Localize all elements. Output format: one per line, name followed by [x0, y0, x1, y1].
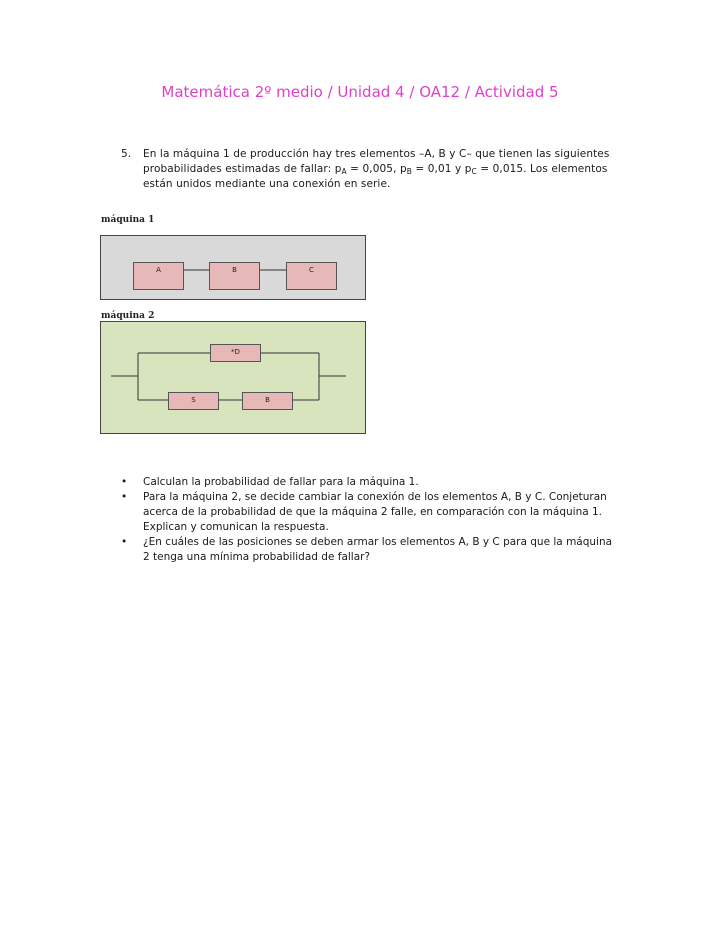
machine-1-element-a: A: [133, 262, 184, 290]
machine-1-label: máquina 1: [101, 215, 155, 225]
machine-2-label: máquina 2: [101, 311, 155, 321]
problem-intro: En la máquina 1 de producción hay tres elementos –A, B y C– que tienen las siguientes probabilidades estimadas de fallar:: [143, 148, 610, 175]
problem-outro: Los elementos están unidos mediante una conexión en serie.: [143, 163, 608, 190]
machine-2-wires: [101, 322, 365, 433]
list-item: [121, 475, 621, 490]
page-title: Matemática 2º medio / Unidad 4 / OA12 / Actividad 5: [161, 83, 559, 101]
p-symbol-c: p: [464, 163, 472, 175]
machine-1-element-c: C: [286, 262, 337, 290]
machine-2-bottom-right-element: B: [242, 392, 293, 410]
p-symbol-b: p: [399, 163, 407, 175]
pa-subscript: A: [341, 167, 347, 176]
bullet-icon: •: [121, 476, 128, 488]
question-text: ¿En cuáles de las posiciones se deben armar los elementos A, B y C para que la máquina 2 tenga una mínima probabilidad de fallar?: [143, 536, 613, 563]
question-list: [121, 475, 621, 565]
machine-1-diagram: [100, 235, 366, 300]
machine-1-element-b: B: [209, 262, 260, 290]
machine-2-diagram: [100, 321, 366, 434]
question-text: Para la máquina 2, se decide cambiar la conexión de los elementos A, B y C. Conjeturan acerca de la probabilidad de que la máquina 2 falle, en comparación con la máquina 1. Explican y comunican la respuesta.: [143, 491, 607, 533]
machine-2-bottom-left-element: S: [168, 392, 219, 410]
pb-subscript: B: [406, 167, 412, 176]
list-item: [121, 535, 621, 565]
bullet-icon: •: [121, 536, 128, 548]
question-text: Calculan la probabilidad de fallar para la máquina 1.: [143, 476, 419, 488]
pc-value: = 0,015.: [476, 163, 531, 175]
p-symbol-a: p: [334, 163, 342, 175]
machine-2-top-element: *D: [210, 344, 261, 362]
problem-statement: [121, 147, 621, 192]
list-item: [121, 490, 621, 535]
problem-text: [143, 147, 621, 192]
pa-value: = 0,005,: [346, 163, 400, 175]
bullet-icon: •: [121, 491, 128, 503]
pc-subscript: C: [471, 167, 477, 176]
pb-value: = 0,01 y: [411, 163, 465, 175]
problem-number: 5.: [121, 148, 132, 160]
